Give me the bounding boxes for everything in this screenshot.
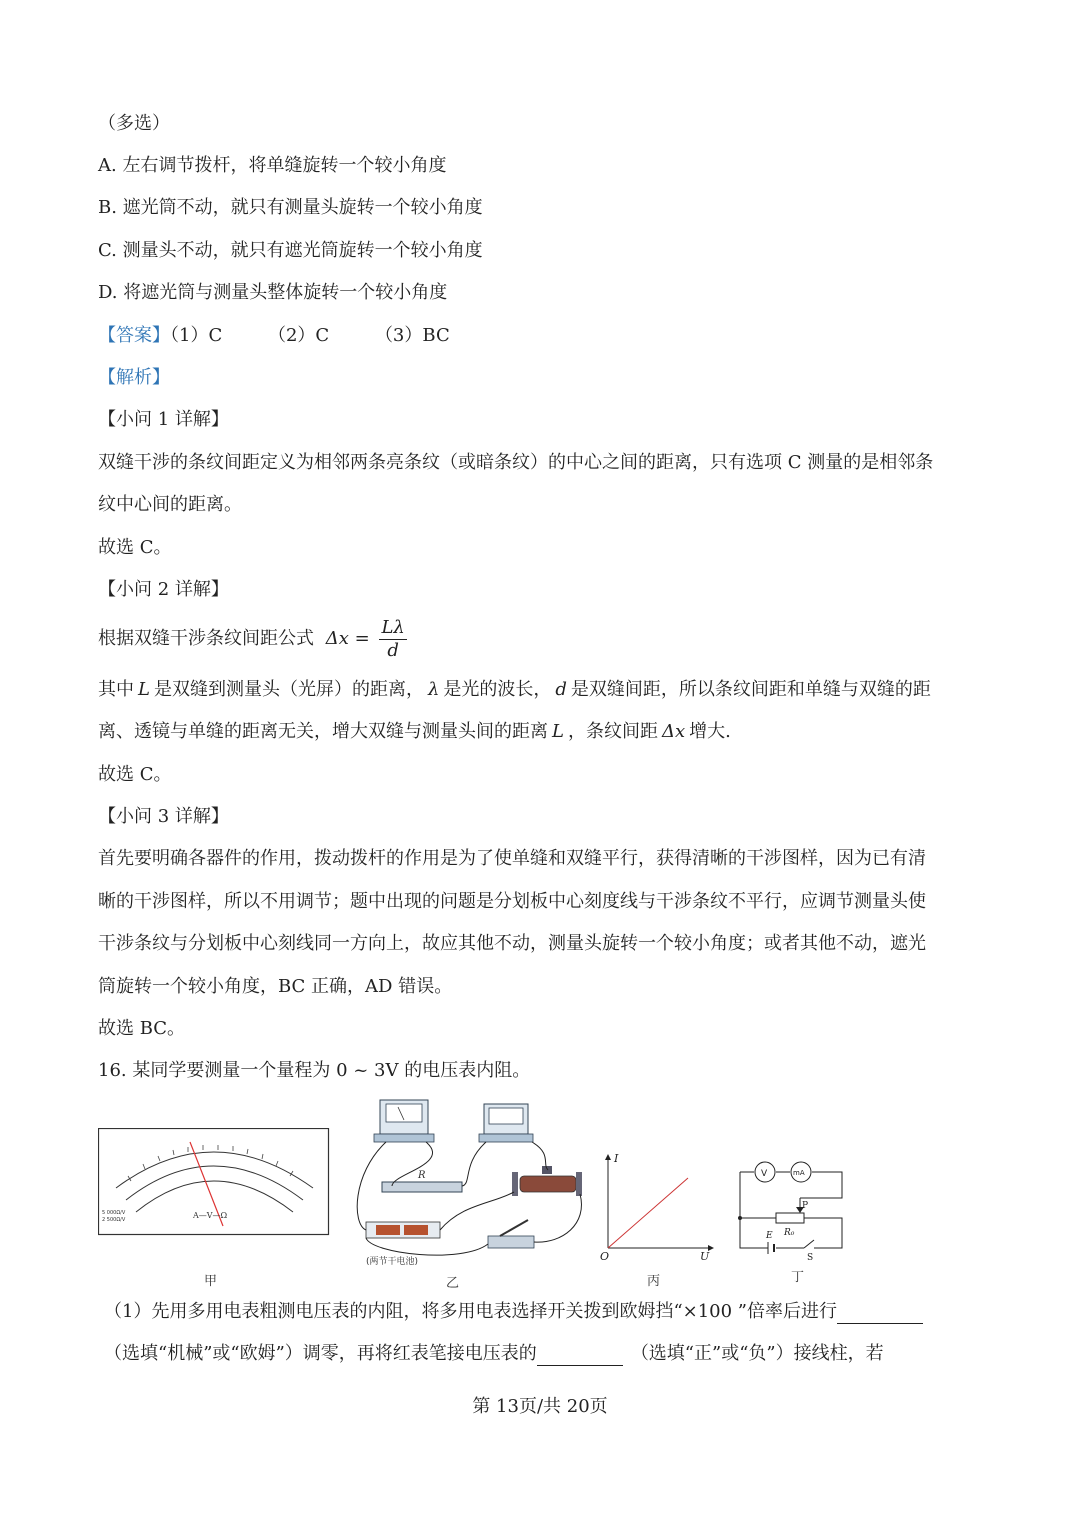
- q2-t1c: 是光的波长，: [443, 679, 552, 700]
- q1-conclusion: 故选 C。: [98, 537, 172, 558]
- q2-conclusion: 故选 C。: [98, 764, 172, 785]
- q2-var-L: L: [138, 679, 150, 700]
- caption-bing: 丙: [647, 1274, 661, 1289]
- apparatus-figure: [352, 1094, 592, 1274]
- analysis-tag: 【解析】: [98, 367, 170, 388]
- battery-device: [366, 1222, 440, 1238]
- graph-line: [608, 1178, 688, 1248]
- caption-jia: 甲: [204, 1274, 218, 1289]
- multimeter-dial-figure: [98, 1128, 330, 1236]
- answer-3: （3）BC: [374, 325, 450, 346]
- q2-t2c: 增大.: [689, 721, 731, 742]
- option-a: A. 左右调节拨杆，将单缝旋转一个较小角度: [98, 155, 447, 176]
- circuit-r0-label: R₀: [784, 1228, 795, 1238]
- graph-x-label: U: [700, 1250, 710, 1263]
- part1-text-c: （选填“正”或“负”）接线柱，若: [630, 1343, 884, 1364]
- circuit-figure: [730, 1158, 850, 1262]
- meter-scale-label: A—V—Ω: [193, 1211, 228, 1220]
- q3-conclusion: 故选 BC。: [98, 1018, 186, 1039]
- circuit-p-label: P: [802, 1201, 809, 1211]
- q2-var-d: d: [555, 679, 567, 700]
- q2-text-line1: [98, 678, 931, 702]
- q2-formula-line: [98, 614, 407, 664]
- page-footer: 第 13页/共 20页: [472, 1396, 608, 1417]
- q2-t1a: 其中: [98, 679, 134, 700]
- q1-text-line2: 纹中心间的距离。: [98, 494, 242, 515]
- q2-heading: 【小问 2 详解】: [98, 579, 229, 600]
- option-b: B. 遮光筒不动，就只有测量头旋转一个较小角度: [98, 197, 483, 218]
- q3-text-line4: 筒旋转一个较小角度，BC 正确，AD 错误。: [98, 976, 453, 997]
- resistor-label: R: [418, 1170, 426, 1181]
- blank-zeroing-type[interactable]: [837, 1305, 923, 1324]
- answer-2: （2）C: [267, 325, 330, 346]
- resistor-device: [382, 1182, 462, 1192]
- answer-tag: 【答案】: [98, 325, 170, 346]
- answer-line: [98, 324, 450, 348]
- q1-heading: 【小问 1 详解】: [98, 409, 229, 430]
- option-c: C. 测量头不动，就只有遮光筒旋转一个较小角度: [98, 240, 483, 261]
- circuit-switch: [804, 1240, 814, 1248]
- q2-var-dx: Δx: [661, 721, 686, 742]
- q3-text-line3: 干涉条纹与分划板中心刻线同一方向上，故应其他不动，测量头旋转一个较小角度；或者其他不动，遮光: [98, 933, 926, 954]
- problem16-stem: 16. 某同学要测量一个量程为 0 ~ 3V 的电压表内阻。: [98, 1060, 531, 1081]
- q3-heading: 【小问 3 详解】: [98, 806, 229, 827]
- meter-spec-2: 2 500Ω/V: [102, 1217, 126, 1223]
- q2-formula-lhs: Δx =: [325, 628, 370, 649]
- circuit-rheostat-r0: [776, 1213, 804, 1223]
- graph-y-label: I: [614, 1152, 619, 1165]
- circuit-v-label: V: [761, 1169, 768, 1179]
- intro-multi-select: （多选）: [98, 113, 170, 134]
- answer-1: （1）C: [170, 325, 223, 346]
- circuit-battery: [768, 1242, 774, 1254]
- q2-formula-intro: 根据双缝干涉条纹间距公式: [98, 628, 314, 649]
- milliammeter-device: [479, 1104, 533, 1142]
- meter-spec-1: 5 000Ω/V: [102, 1210, 126, 1216]
- option-d: D. 将遮光筒与测量头整体旋转一个较小角度: [98, 282, 448, 303]
- q2-text-line2: [98, 720, 731, 744]
- q2-var-lambda: λ: [427, 679, 440, 700]
- problem16-part1-line2: [104, 1342, 884, 1366]
- blank-terminal[interactable]: [537, 1347, 623, 1366]
- rheostat-device: [512, 1166, 582, 1196]
- switch-device: [488, 1220, 534, 1248]
- circuit-ma-label: mA: [793, 1169, 805, 1177]
- q3-text-line2: 晰的干涉图样，所以不用调节；题中出现的问题是分划板中心刻度线与干涉条纹不平行，应调节测量头使: [98, 891, 926, 912]
- q2-formula-numerator: Lλ: [381, 616, 405, 638]
- voltmeter-device: [374, 1100, 434, 1142]
- q3-text-line1: 首先要明确各器件的作用，拨动拨杆的作用是为了使单缝和双缝平行，获得清晰的干涉图样，因为已有清: [98, 848, 926, 869]
- q2-t1b: 是双缝到测量头（光屏）的距离，: [153, 679, 424, 700]
- part1-text-a: （1）先用多用电表粗测电压表的内阻，将多用电表选择开关拨到欧姆挡“×100 ”倍率后进行: [104, 1301, 838, 1322]
- q2-formula-fraction: [379, 617, 406, 662]
- circuit-s-label: S: [807, 1253, 814, 1262]
- problem16-part1-line1: [104, 1300, 923, 1324]
- part1-text-b: （选填“机械”或“欧姆”）调零，再将红表笔接电压表的: [104, 1343, 537, 1364]
- caption-yi: 乙: [446, 1276, 460, 1291]
- q2-var-L2: L: [552, 721, 564, 742]
- q2-t2a: 离、透镜与单缝的距离无关，增大双缝与测量头间的距离: [98, 721, 548, 742]
- q2-t2b: ，条纹间距: [567, 721, 658, 742]
- q1-text-line1: 双缝干涉的条纹间距定义为相邻两条亮条纹（或暗条纹）的中心之间的距离，只有选项 C 测量的是相邻条: [98, 452, 934, 473]
- q2-t1e: 是双缝间距，所以条纹间距和单缝与双缝的距: [570, 679, 931, 700]
- q2-formula-denominator: d: [387, 639, 399, 661]
- caption-ding: 丁: [791, 1270, 805, 1285]
- battery-label: (两节干电池): [366, 1257, 419, 1267]
- circuit-e-label: E: [766, 1231, 773, 1241]
- iu-graph-figure: [596, 1152, 716, 1264]
- graph-origin-label: O: [600, 1250, 610, 1263]
